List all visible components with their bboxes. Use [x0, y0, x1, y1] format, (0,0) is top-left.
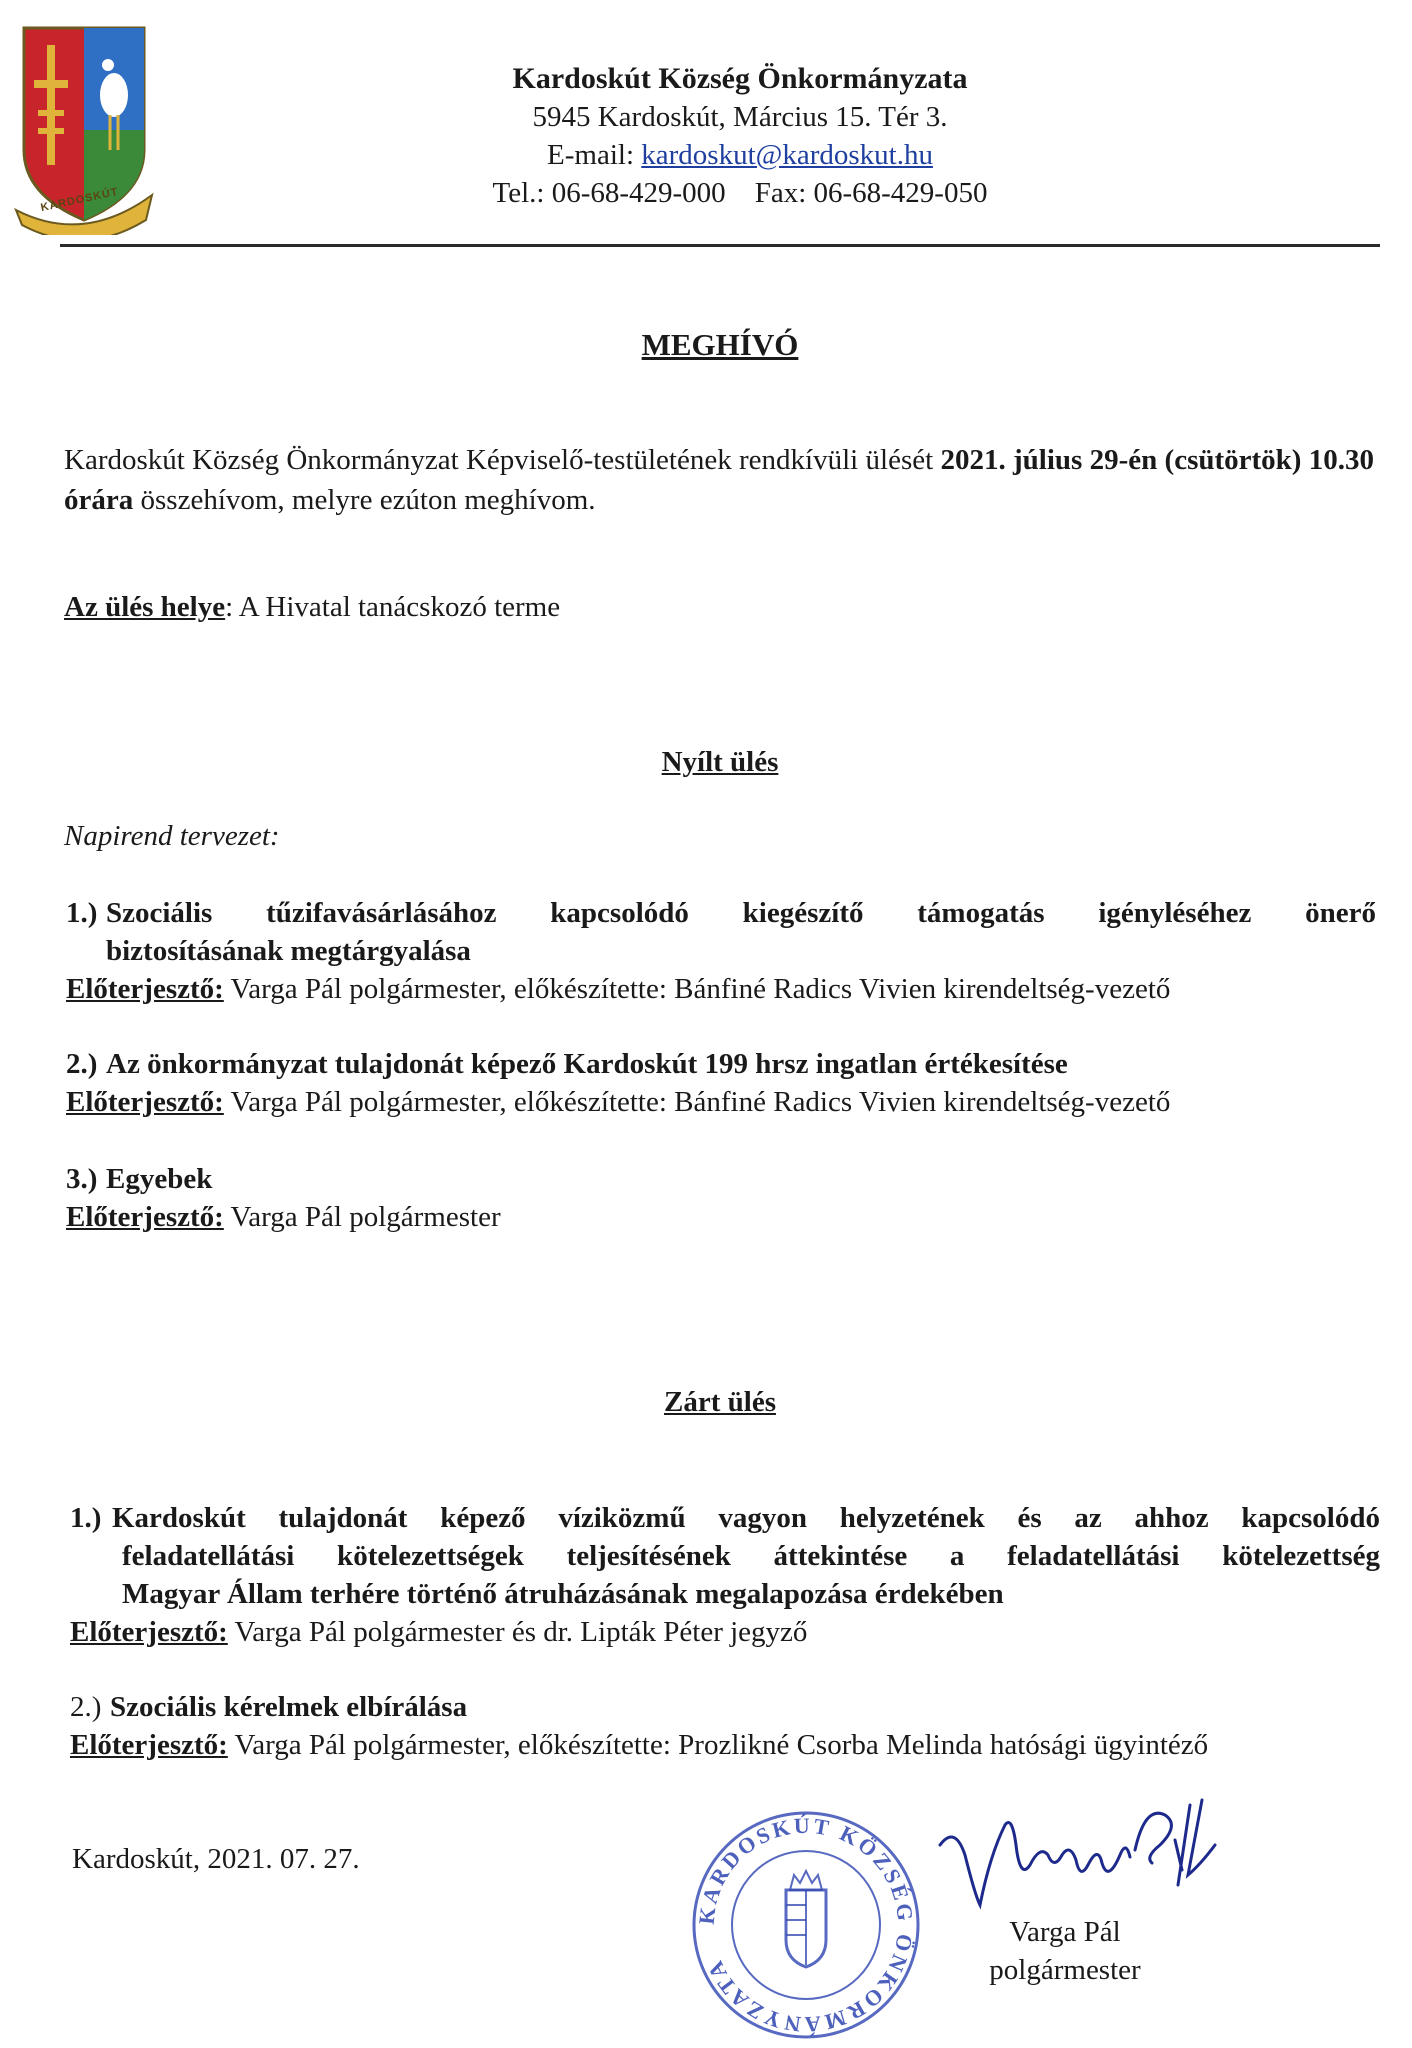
presenter-label: Előterjesztő: [70, 1729, 228, 1761]
phone-fax-line [420, 174, 1060, 212]
presenter-label: Előterjesztő: [66, 1086, 224, 1118]
item-number: 2.) [70, 1691, 102, 1723]
place-label: Az ülés helye [64, 591, 226, 623]
intro-paragraph [64, 440, 1374, 520]
item-presenter [66, 970, 1376, 1008]
presenter-name: Varga Pál polgármester, előkészítette: Bánfiné Radics Vivien kirendeltség-vezető [230, 973, 1171, 1005]
fax: Fax: 06-68-429-050 [754, 177, 988, 209]
item-number: 3.) [66, 1163, 98, 1195]
item-title-line: biztosításának megtárgyalása [106, 935, 471, 967]
presenter-name: Varga Pál polgármester, előkészítette: Bánfiné Radics Vivien kirendeltség-vezető [230, 1086, 1171, 1118]
item-title-line: Szociális tűzifavásárlásához kapcsolódó kiegészítő támogatás igényléséhez önerő [106, 897, 1376, 929]
crest-ribbon-text: KARDOSKÚT [39, 185, 120, 215]
signer-name: Varga Pál [1009, 1916, 1121, 1948]
phone: Tel.: 06-68-429-000 [492, 177, 726, 209]
item-title-line: Magyar Állam terhére történő átruházásának megalapozása érdekében [122, 1578, 1004, 1610]
official-stamp-icon [686, 1805, 926, 2045]
item-number: 1.) [70, 1502, 102, 1534]
meeting-datetime: 2021. július 29-én (csütörtök) 10.30 órára [64, 444, 1375, 516]
closed-agenda-item-1 [70, 1499, 1380, 1651]
item-title-line: Kardoskút tulajdonát képező víziközmű vagyon helyzetének és az ahhoz kapcsolódó [112, 1502, 1380, 1534]
presenter-name: Varga Pál polgármester és dr. Lipták Péter jegyző [234, 1616, 808, 1648]
open-agenda-item-1 [66, 894, 1376, 1008]
open-agenda-item-2 [66, 1045, 1376, 1121]
meeting-place [64, 591, 560, 624]
intro-text-1: Kardoskút Község Önkormányzat Képviselő-testületének rendkívüli ülését [64, 444, 934, 476]
presenter-name: Varga Pál polgármester, előkészítette: Prozlikné Csorba Melinda hatósági ügyintéző [234, 1729, 1209, 1761]
item-number: 2.) [66, 1048, 98, 1080]
item-presenter [66, 1198, 1376, 1236]
item-title-line: Szociális kérelmek elbírálása [110, 1691, 468, 1723]
stamp-text: KARDOSKÚT KÖZSÉG ÖNKORMÁNYZATA [693, 1812, 919, 2038]
presenter-name: Varga Pál polgármester [230, 1201, 501, 1233]
presenter-label: Előterjesztő: [70, 1616, 228, 1648]
open-agenda-item-3 [66, 1160, 1376, 1236]
closed-agenda-item-2 [70, 1688, 1380, 1764]
item-number: 1.) [66, 897, 98, 929]
item-presenter [66, 1083, 1376, 1121]
item-title-line: Egyebek [106, 1163, 213, 1195]
item-title-line: feladatellátási kötelezettségek teljesítésének áttekintése a feladatellátási kötelezettség [122, 1540, 1380, 1572]
signer-title: polgármester [989, 1954, 1141, 1986]
presenter-label: Előterjesztő: [66, 973, 224, 1005]
email-line [420, 136, 1060, 174]
presenter-label: Előterjesztő: [66, 1201, 224, 1233]
item-presenter [70, 1613, 1380, 1651]
closed-session-heading: Zárt ülés [664, 1386, 776, 1418]
organization-name: Kardoskút Község Önkormányzata [512, 62, 968, 95]
document-date: Kardoskút, 2021. 07. 27. [72, 1843, 360, 1875]
open-session-heading: Nyílt ülés [661, 746, 779, 778]
agenda-label: Napirend tervezet: [64, 820, 280, 852]
place-value: : A Hivatal tanácskozó terme [225, 591, 561, 623]
intro-text-2: összehívom, melyre ezúton meghívom. [140, 484, 596, 516]
signer-block [935, 1913, 1195, 1989]
header-divider [60, 244, 1380, 247]
document-title: MEGHÍVÓ [641, 327, 799, 362]
address: 5945 Kardoskút, Március 15. Tér 3. [532, 101, 948, 133]
letterhead [420, 60, 1060, 212]
item-presenter [70, 1726, 1380, 1764]
item-title-line: Az önkormányzat tulajdonát képező Kardoskút 199 hrsz ingatlan értékesítése [106, 1048, 1068, 1080]
email-label: E-mail: [547, 139, 635, 171]
email-link[interactable]: kardoskut@kardoskut.hu [641, 139, 933, 171]
